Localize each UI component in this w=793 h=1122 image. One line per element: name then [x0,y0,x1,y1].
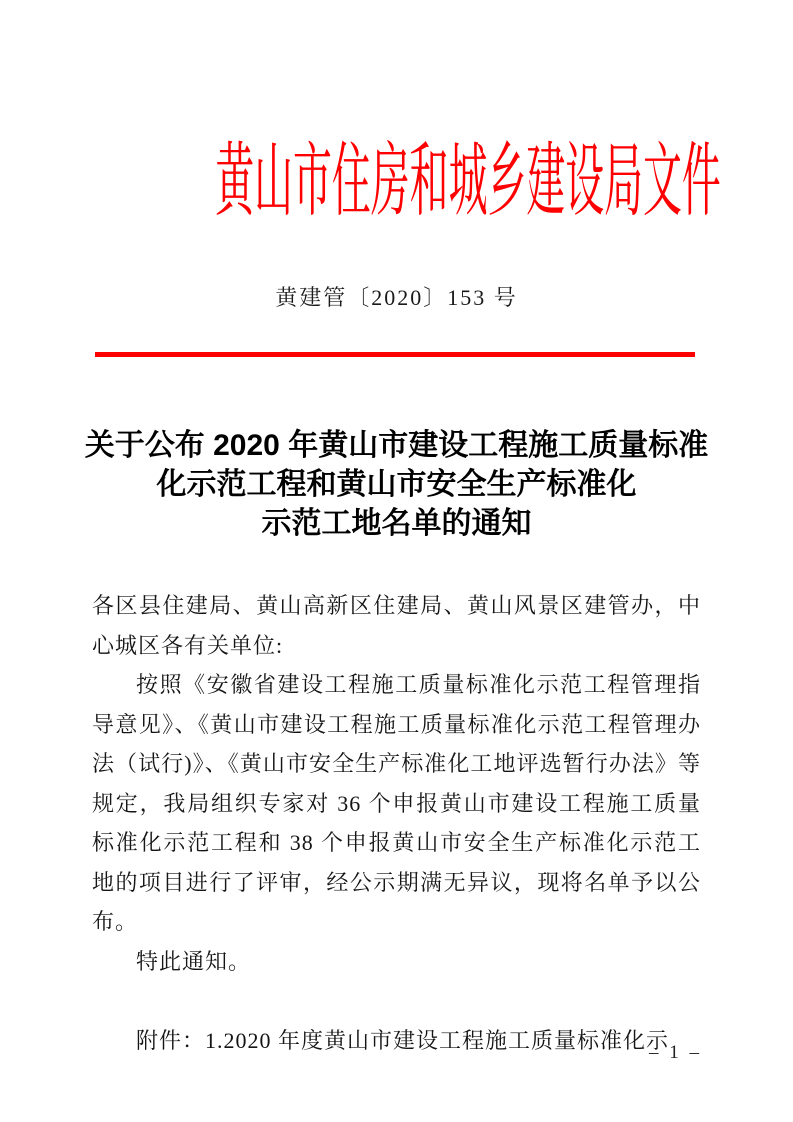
notice-body [92,586,701,1061]
notice-title-line2: 化示范工程和黄山市安全生产标准化 [156,468,637,501]
attachment-paragraph: 附件：1.2020 年度黄山市建设工程施工质量标准化示 [136,1028,670,1053]
notice-title [0,426,793,543]
doc-reference-number: 黄建管〔2020〕153 号 [275,285,518,310]
main-paragraph: 按照《安徽省建设工程施工质量标准化示范工程管理指导意见》、《黄山市建设工程施工质量标准化示范工程管理办法（试行)》、《黄山市安全生产标准化工地评选暂行办法》等规定，我局组织专家对 36 个申报黄山市建设工程施工质量标准化示范工程和 38 个申报黄山市安全生产标准化示范工地的项目进行了评审，经公示期满无异议，现将名单予以公布。 [92,672,701,934]
letterhead-org-name: 黄山市住房和城乡建设局文件 [215,136,721,227]
notice-title-line3: 示范工地名单的通知 [261,507,532,540]
salutation-paragraph: 各区县住建局、黄山高新区住建局、黄山风景区建管办，中心城区各有关单位: [92,593,701,658]
letterhead-banner [0,136,793,227]
notice-closing-paragraph: 特此通知。 [136,948,252,974]
red-divider-line [95,352,695,357]
notice-title-line1: 关于公布 2020 年黄山市建设工程施工质量标准 [84,429,709,462]
page-number: – 1 – [649,1042,702,1063]
